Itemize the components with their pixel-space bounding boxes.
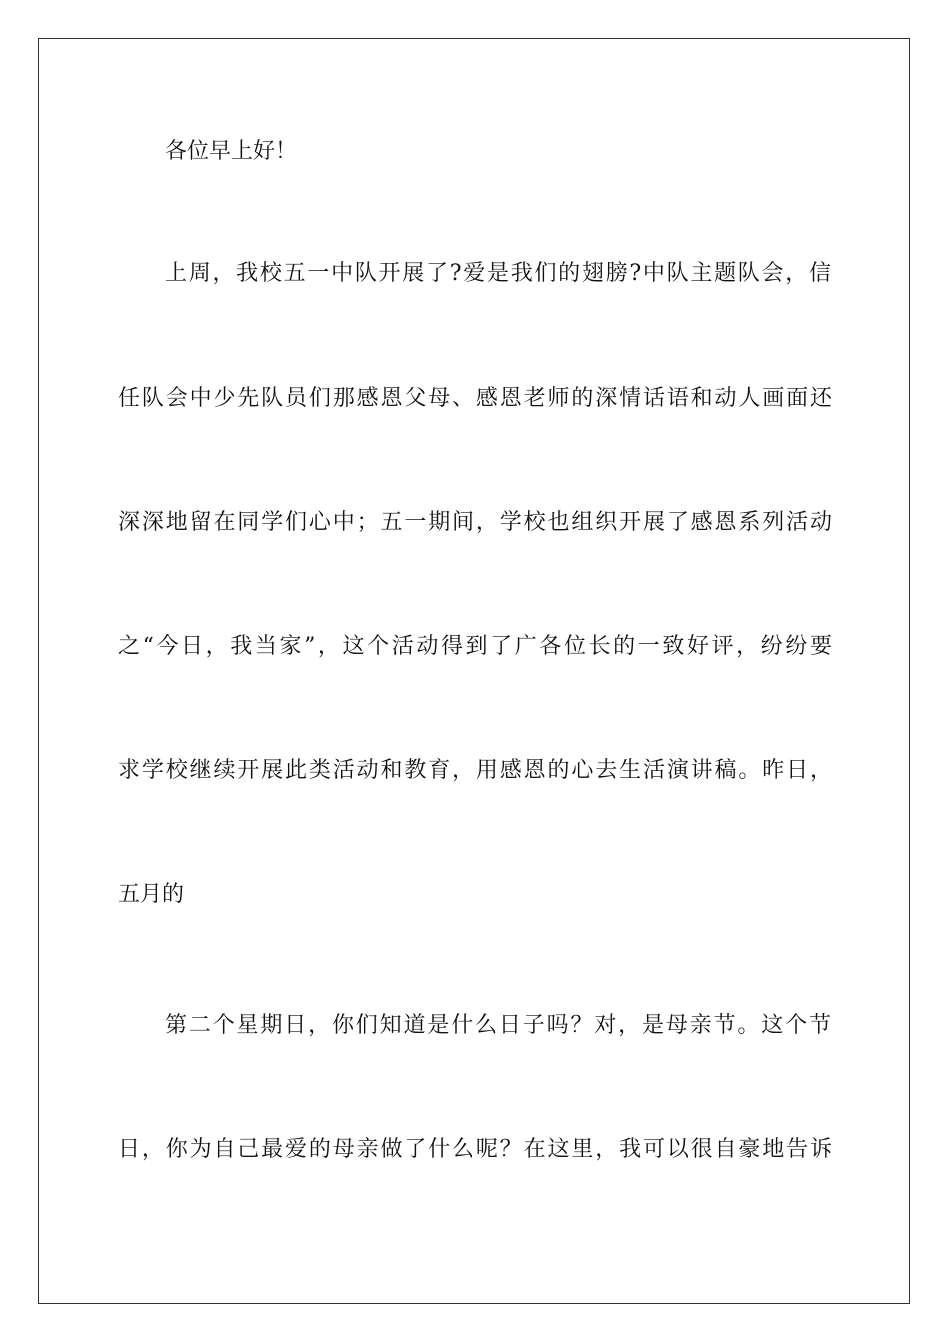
paragraph1-line-6: 五月的 [118, 882, 185, 907]
paragraph1-line-5: 求学校继续开展此类活动和教育，用感恩的心去生活演讲稿。昨日， [118, 758, 832, 783]
page-border [38, 38, 910, 1304]
paragraph1-line-4: 之“今日，我当家”，这个活动得到了广各位长的一致好评，纷纷要 [118, 634, 832, 659]
paragraph1-line-2: 任队会中少先队员们那感恩父母、感恩老师的深情话语和动人画面还 [118, 386, 832, 411]
paragraph2-line-2: 日，你为自己最爱的母亲做了什么呢？在这里，我可以很自豪地告诉 [118, 1137, 832, 1162]
paragraph2-line-1: 第二个星期日，你们知道是什么日子吗？对，是母亲节。这个节 [165, 1013, 831, 1038]
paragraph1-line-3: 深深地留在同学们心中；五一期间，学校也组织开展了感恩系列活动 [118, 510, 832, 535]
paragraph1-line-1: 上周，我校五一中队开展了?爱是我们的翅膀?中队主题队会，信 [165, 261, 831, 286]
greeting-line: 各位早上好！ [165, 139, 298, 164]
